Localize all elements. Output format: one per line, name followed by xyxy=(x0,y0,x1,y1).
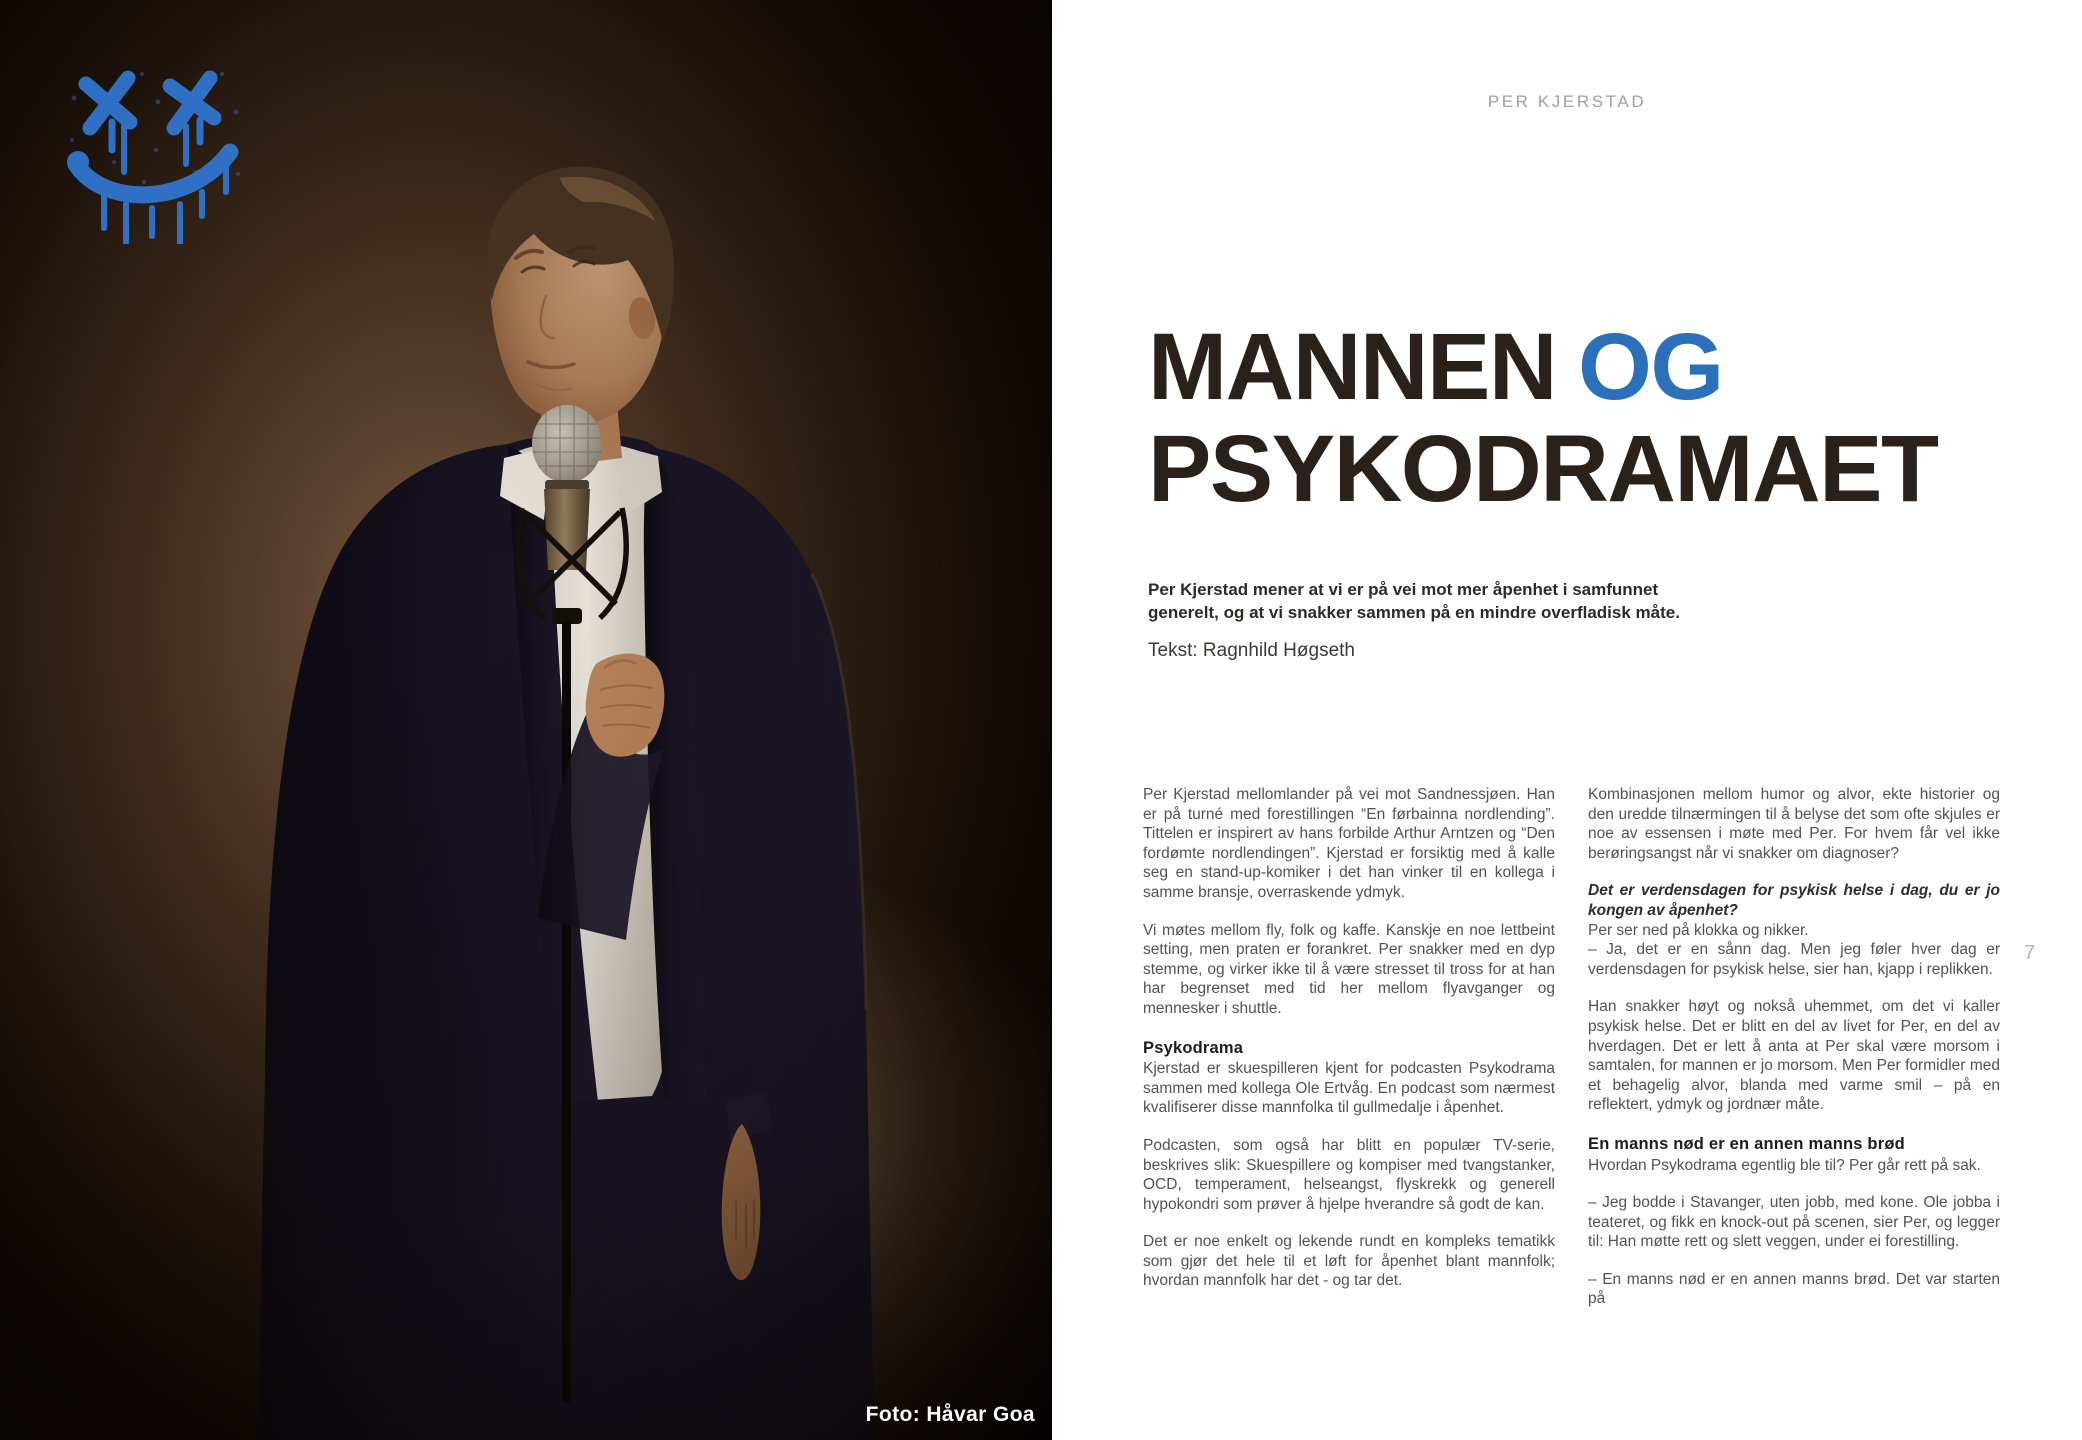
subheading: En manns nød er en annen manns brød xyxy=(1588,1134,1905,1153)
paragraph: – Ja, det er en sånn dag. Men jeg føler hver dag er verdensdagen for psykisk helse, sier han, kjapp i replikken. xyxy=(1588,941,2000,978)
article-title xyxy=(1148,316,1938,520)
page-number: 7 xyxy=(2024,942,2036,964)
title-word-accent: OG xyxy=(1577,314,1723,420)
paragraph: Vi møtes mellom fly, folk og kaffe. Kanskje en noe lettbeint setting, men praten er forankret. Per snakker med en dyp stemme, og virker ikke til å være stresset til tross for at han har begrenset med tid her mellom flyavganger og mennesker i shuttle. xyxy=(1143,921,1555,1017)
photo-credit: Foto: Håvar Goa xyxy=(865,1403,1035,1426)
article-page xyxy=(1052,0,2082,1440)
paragraph: Per ser ned på klokka og nikker. xyxy=(1588,921,1809,939)
subheading: Psykodrama xyxy=(1143,1038,1244,1057)
title-line-2: PSYKODRAMAET xyxy=(1148,416,1938,522)
paragraph: Per Kjerstad mellomlander på vei mot Sandnessjøen. Han er på turné med forestillingen “En førbainna nordlending”. Tittelen er inspirert av hans forbilde Arthur Arntzen og “Den fordømte nordlendingen”. Kjerstad er forsiktig med å kalle seg en stand-up-komiker i det han vinker til en kollega i samme bransje, overraskende ydmyk. xyxy=(1143,786,1555,901)
body-column-1 xyxy=(1143,785,1555,1291)
paragraph: Han snakker høyt og nokså uhemmet, om det vi kaller psykisk helse. Det er blitt en del av livet for Per, en del av hverdagen. Det er lett å anta at Per skal være morsom i samtalen, for mannen er jo morsom. Men Per formidler med et behagelig alvor, blanda med varme smil – på en reflektert, ydmyk og jordnær måte. xyxy=(1588,998,2000,1114)
kicker: PER KJERSTAD xyxy=(1487,92,1647,111)
paragraph: Podcasten, som også har blitt en populær TV-serie, beskrives slik: Skuespillere og kompiser med tvangstanker, OCD, temperament, helseangst, flyskrekk og generell hypokondri som prøver å hjelpe hverandre så godt de kan. xyxy=(1143,1136,1555,1213)
intro-standfirst: Per Kjerstad mener at vi er på vei mot mer åpenhet i samfunnet generelt, og at vi snakker sammen på en mindre overfladisk måte. xyxy=(1148,580,1680,622)
byline: Tekst: Ragnhild Høgseth xyxy=(1148,640,1355,661)
title-line-1 xyxy=(1148,316,1938,418)
paragraph: Det er noe enkelt og lekende rundt en kompleks tematikk som gjør det hele til et løft for åpenhet blant mannfolk; hvordan mannfolk har det - og tar det. xyxy=(1143,1233,1555,1290)
paragraph: Kombinasjonen mellom humor og alvor, ekte historier og den uredde tilnærmingen til å belyse det som ofte skjules er noe av essensen i møte med Per. For hvem får vel ikke berøringsangst når vi snakker om diagnoser? xyxy=(1588,786,2000,862)
paragraph: – En manns nød er en annen manns brød. Det var starten på xyxy=(1588,1270,2000,1308)
paragraph: Kjerstad er skuespilleren kjent for podcasten Psykodrama sammen med kollega Ole Ertvåg. En podcast som nærmest kvalifiserer disse mannfolka til gullmedalje i åpenhet. xyxy=(1143,1060,1555,1117)
title-word-dark: MANNEN xyxy=(1148,314,1556,420)
paragraph: Hvordan Psykodrama egentlig ble til? Per går rett på sak. xyxy=(1588,1156,1981,1174)
paragraph: – Jeg bodde i Stavanger, uten jobb, med kone. Ole jobba i teateret, og fikk en knock-out på scenen, sier Per, og legger til: Han møtte rett og slett veggen, under ei forestilling. xyxy=(1588,1194,2000,1251)
interview-question: Det er verdensdagen for psykisk helse i dag, du er jo kongen av åpenhet? xyxy=(1588,882,2000,919)
body-column-2 xyxy=(1588,785,2000,1309)
graffiti-smiley-icon xyxy=(66,54,246,244)
